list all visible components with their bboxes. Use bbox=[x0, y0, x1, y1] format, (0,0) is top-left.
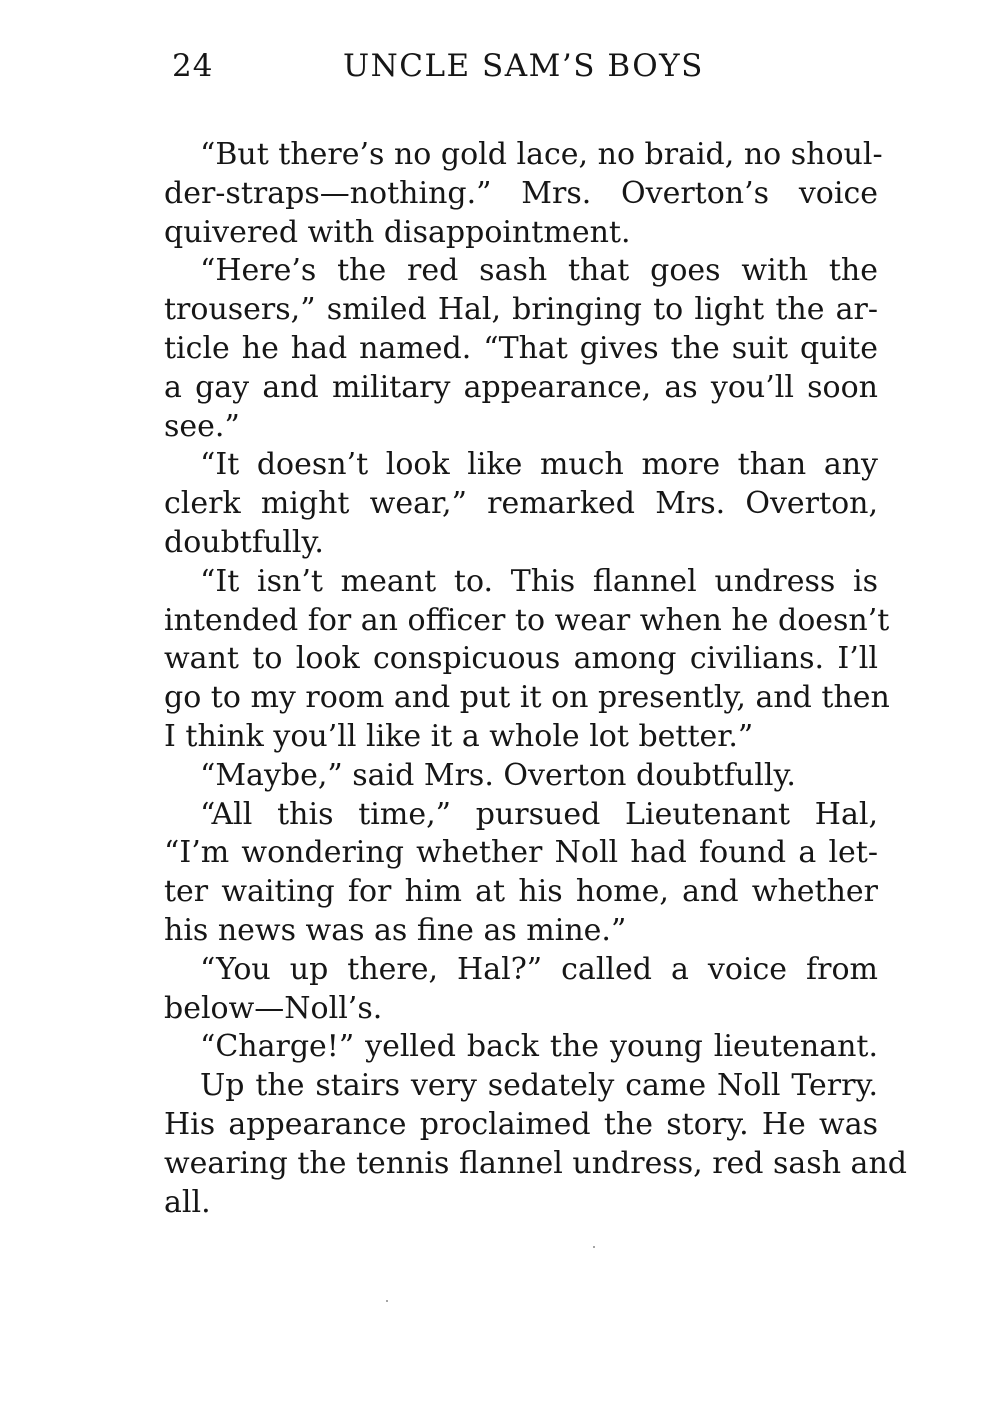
text-line: “It isn’t meant to. This flannel undress is bbox=[200, 563, 878, 599]
text-line: ticle he had named. “That gives the suit quite bbox=[164, 330, 878, 366]
running-title: UNCLE SAM’S BOYS bbox=[343, 48, 704, 84]
page-number: 24 bbox=[172, 48, 214, 84]
text-line: go to my room and put it on presently, and then bbox=[164, 680, 890, 716]
text-line: intended for an officer to wear when he doesn’t bbox=[164, 602, 890, 638]
text-line: his news was as fine as mine.” bbox=[164, 912, 627, 948]
text-line: clerk might wear,” remarked Mrs. Overton, bbox=[164, 486, 878, 522]
text-line: ter waiting for him at his home, and whether bbox=[164, 874, 878, 910]
text-line: His appearance proclaimed the story. He was bbox=[164, 1106, 878, 1142]
text-line: “Charge!” yelled back the young lieutenant. bbox=[200, 1029, 878, 1065]
text-line: below—Noll’s. bbox=[164, 990, 383, 1026]
text-line: “Here’s the red sash that goes with the bbox=[200, 253, 878, 289]
text-line: quivered with disappointment. bbox=[164, 214, 631, 250]
text-line: “You up there, Hal?” called a voice from bbox=[200, 951, 878, 987]
text-line: I think you’ll like it a whole lot better.” bbox=[164, 718, 754, 754]
body-text bbox=[164, 136, 907, 1222]
text-line: doubtfully. bbox=[164, 524, 324, 560]
text-line: wearing the tennis flannel undress, red sash and bbox=[164, 1145, 907, 1181]
text-line: “Maybe,” said Mrs. Overton doubtfully. bbox=[200, 757, 796, 793]
text-line: trousers,” smiled Hal, bringing to light the ar- bbox=[164, 292, 878, 328]
paper-speck bbox=[386, 1300, 388, 1302]
text-line: “It doesn’t look like much more than any bbox=[200, 447, 878, 483]
text-line: a gay and military appearance, as you’ll soon bbox=[164, 369, 878, 405]
text-line: “All this time,” pursued Lieutenant Hal, bbox=[200, 796, 878, 832]
text-line: Up the stairs very sedately came Noll Terry. bbox=[200, 1068, 878, 1104]
running-header bbox=[0, 48, 1000, 98]
text-line: der-straps—nothing.” Mrs. Overton’s voice bbox=[164, 175, 878, 211]
text-line: all. bbox=[164, 1184, 211, 1220]
paper-speck bbox=[593, 1246, 595, 1248]
text-line: “But there’s no gold lace, no braid, no shoul- bbox=[200, 137, 883, 172]
text-line: want to look conspicuous among civilians. I’ll bbox=[164, 641, 878, 677]
text-line: “I’m wondering whether Noll had found a let- bbox=[164, 835, 878, 871]
text-line: see.” bbox=[164, 408, 240, 444]
